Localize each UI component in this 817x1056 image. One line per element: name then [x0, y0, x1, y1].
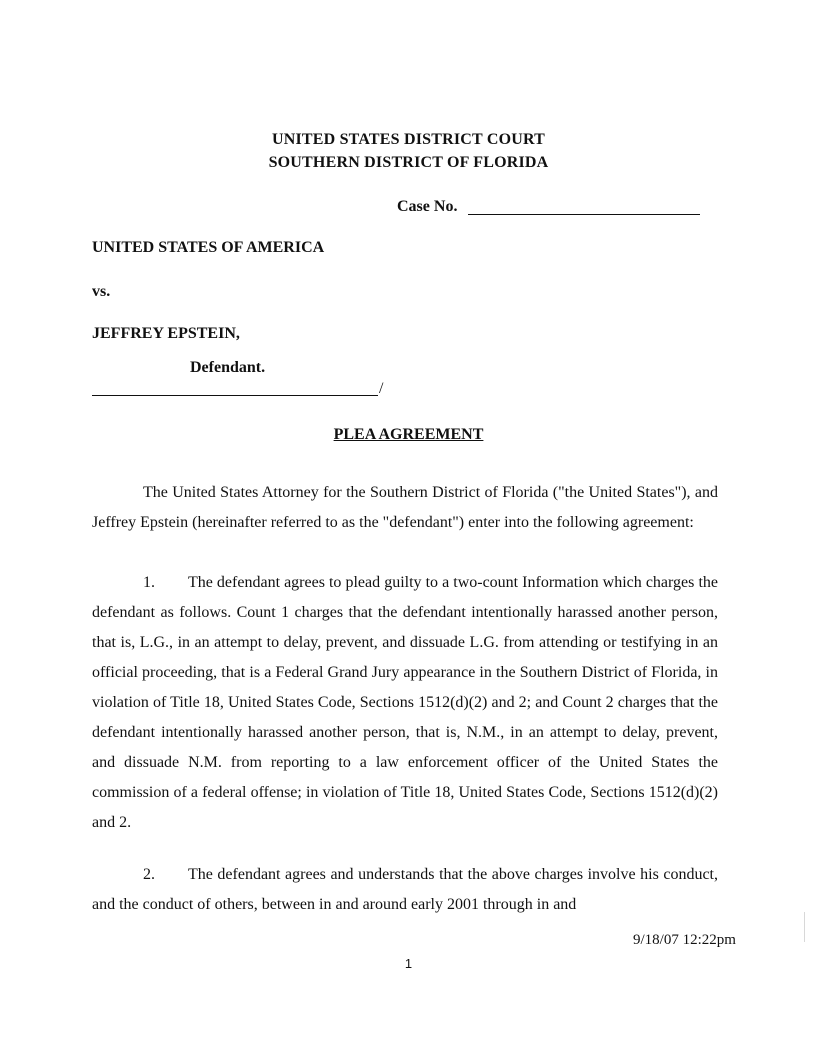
case-number-blank-line: [468, 214, 700, 215]
plaintiff-name: UNITED STATES OF AMERICA: [92, 239, 325, 256]
court-name-line1: UNITED STATES DISTRICT COURT: [271, 131, 546, 148]
versus-label: vs.: [92, 283, 111, 300]
caption-divider-line: [92, 395, 378, 396]
numbered-paragraph-1: [92, 568, 718, 838]
intro-paragraph: The United States Attorney for the Southern District of Florida ("the United States"), and Jeffrey Epstein (hereinafter referred to as the "defendant") enter into the following agreement:: [92, 484, 718, 531]
court-name-line2: SOUTHERN DISTRICT OF FLORIDA: [268, 154, 549, 171]
document-timestamp: 9/18/07 12:22pm: [633, 932, 736, 948]
paragraph-number: 1.: [143, 574, 155, 591]
page-number: 1: [404, 956, 413, 971]
defendant-label: Defendant.: [190, 359, 266, 376]
scan-artifact: [804, 912, 805, 942]
case-number-label: Case No.: [397, 198, 458, 215]
paragraph-number: 2.: [143, 866, 155, 883]
defendant-name: JEFFREY EPSTEIN,: [92, 325, 240, 342]
paragraph-text: The defendant agrees to plead guilty to a two-count Information which charges the defendant as follows. Count 1 charges that the defendant intentionally harassed another person, that is, L.G., in an attempt to delay, prevent, and dissuade L.G. from attending or testifying in an official proceeding, that is a Federal Grand Jury appearance in the Southern District of Florida, in violation of Title 18, United States Code, Sections 1512(d)(2) and 2; and Count 2 charges that the defendant intentionally harassed another person, that is, N.M., in an attempt to delay, prevent, and dissuade N.M. from reporting to a law enforcement officer of the United States the commission of a federal offense; in violation of Title 18, United States Code, Sections 1512(d)(2) and 2.: [92, 574, 718, 831]
numbered-paragraph-2: [92, 860, 718, 920]
document-title: PLEA AGREEMENT: [333, 426, 484, 443]
caption-slash: /: [379, 380, 384, 397]
paragraph-text: The defendant agrees and understands that the above charges involve his conduct, and the conduct of others, between in and around early 2001 through in and: [92, 866, 718, 913]
